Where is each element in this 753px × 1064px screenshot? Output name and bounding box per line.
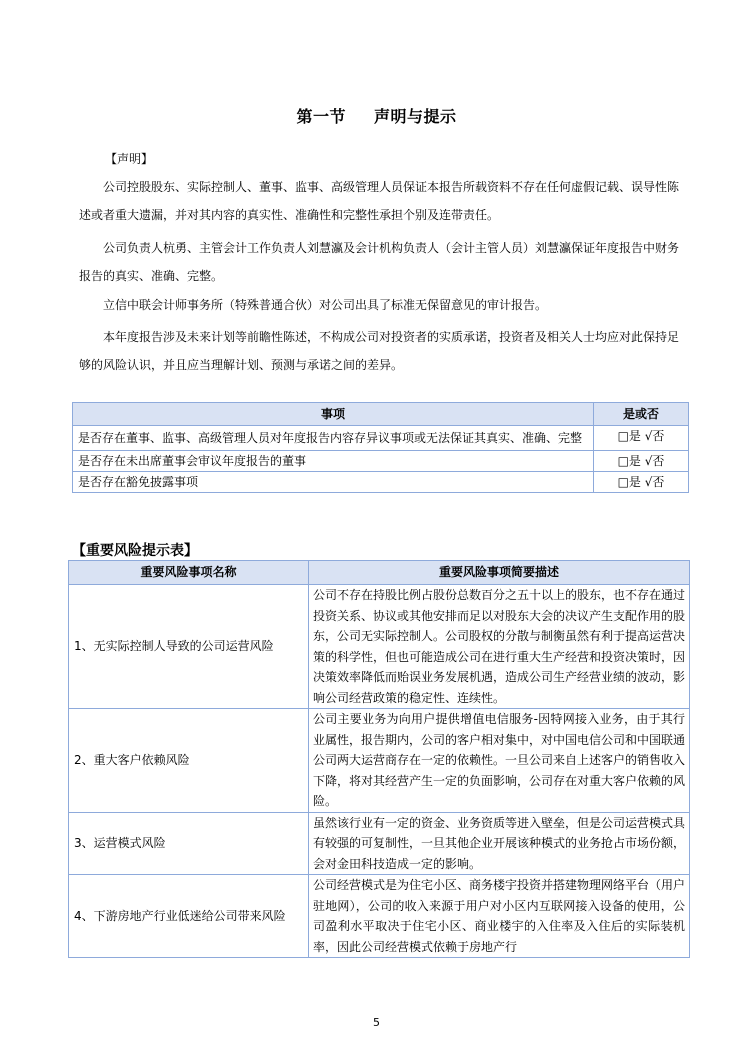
section-number: 第一节 [296,107,346,126]
header-risk-name: 重要风险事项名称 [69,561,309,585]
table-row [69,585,690,709]
risk-description: 公司经营模式是为住宅小区、商务楼宇投资并搭建物理网络平台（用户驻地网），公司的收入来源于用户对小区内互联网接入设备的使用，公司盈利水平取决于住宅小区、商业楼宇的入住率及入住后的实际装机率，因此公司经营模式依赖于房地产行 [309,875,690,958]
paragraph-2: 公司负责人杭勇、主管会计工作负责人刘慧瀛及会计机构负责人（会计主管人员）刘慧瀛保证年度报告中财务报告的真实、准确、完整。 [79,241,680,283]
table-row [69,875,690,958]
header-risk-desc: 重要风险事项简要描述 [309,561,690,585]
table-header-row [69,561,690,585]
matter-item: 是否存在未出席董事会审议年度报告的董事 [73,451,594,472]
statement-heading: 【声明】 [105,152,154,166]
risk-description: 公司主要业务为向用户提供增值电信服务-因特网接入业务，由于其行业属性，报告期内，公司的客户相对集中，对中国电信公司和中国联通公司两大运营商存在一定的依赖性。一旦公司来自上述客户的销售收入下降，将对其经营产生一定的负面影响，公司存在对重大客户依赖的风险。 [309,709,690,813]
risk-name: 1、无实际控制人导致的公司运营风险 [69,585,309,709]
risk-description: 公司不存在持股比例占股份总数百分之五十以上的股东，也不存在通过投资关系、协议或其他安排而足以对股东大会的决议产生支配作用的股东，公司无实际控制人。公司股权的分散与制衡虽然有利于提高运营决策的科学性，但也可能造成公司在进行重大生产经营和投资决策时，因决策效率降低而贻误业务发展机遇，造成公司生产经营业绩的波动，影响公司经营政策的稳定性、连续性。 [309,585,690,709]
matter-answer: □是 √否 [594,472,689,493]
paragraph-4: 本年度报告涉及未来计划等前瞻性陈述，不构成公司对投资者的实质承诺，投资者及相关人士均应对此保持足够的风险认识，并且应当理解计划、预测与承诺之间的差异。 [79,330,680,372]
paragraph-3: 立信中联会计师事务所（特殊普通合伙）对公司出具了标准无保留意见的审计报告。 [103,298,548,312]
matter-answer: □是 √否 [594,426,689,451]
paragraph-1: 公司控股股东、实际控制人、董事、监事、高级管理人员保证本报告所载资料不存在任何虚假记载、误导性陈述或者重大遗漏，并对其内容的真实性、准确性和完整性承担个别及连带责任。 [79,180,680,222]
matter-answer: □是 √否 [594,451,689,472]
matter-item: 是否存在董事、监事、高级管理人员对年度报告内容存异议事项或无法保证其真实、准确、完整 [73,426,594,451]
page-title [0,104,753,127]
header-item: 事项 [73,403,594,426]
table-row [69,812,690,875]
risk-name: 3、运营模式风险 [69,812,309,875]
risk-table [68,560,690,958]
header-answer: 是或否 [594,403,689,426]
page-number: 5 [373,1016,380,1029]
risk-heading: 【重要风险提示表】 [72,543,198,559]
risk-name: 4、下游房地产行业低迷给公司带来风险 [69,875,309,958]
table-row [73,472,689,493]
matter-item: 是否存在豁免披露事项 [73,472,594,493]
section-name: 声明与提示 [374,107,457,126]
table-row [73,426,689,451]
risk-name: 2、重大客户依赖风险 [69,709,309,813]
risk-description: 虽然该行业有一定的资金、业务资质等进入壁垒，但是公司运营模式具有较强的可复制性，一旦其他企业开展该种模式的业务抢占市场份额，会对金田科技造成一定的影响。 [309,812,690,875]
table-header-row [73,403,689,426]
table-row [73,451,689,472]
table-row [69,709,690,813]
matters-table [72,402,689,493]
